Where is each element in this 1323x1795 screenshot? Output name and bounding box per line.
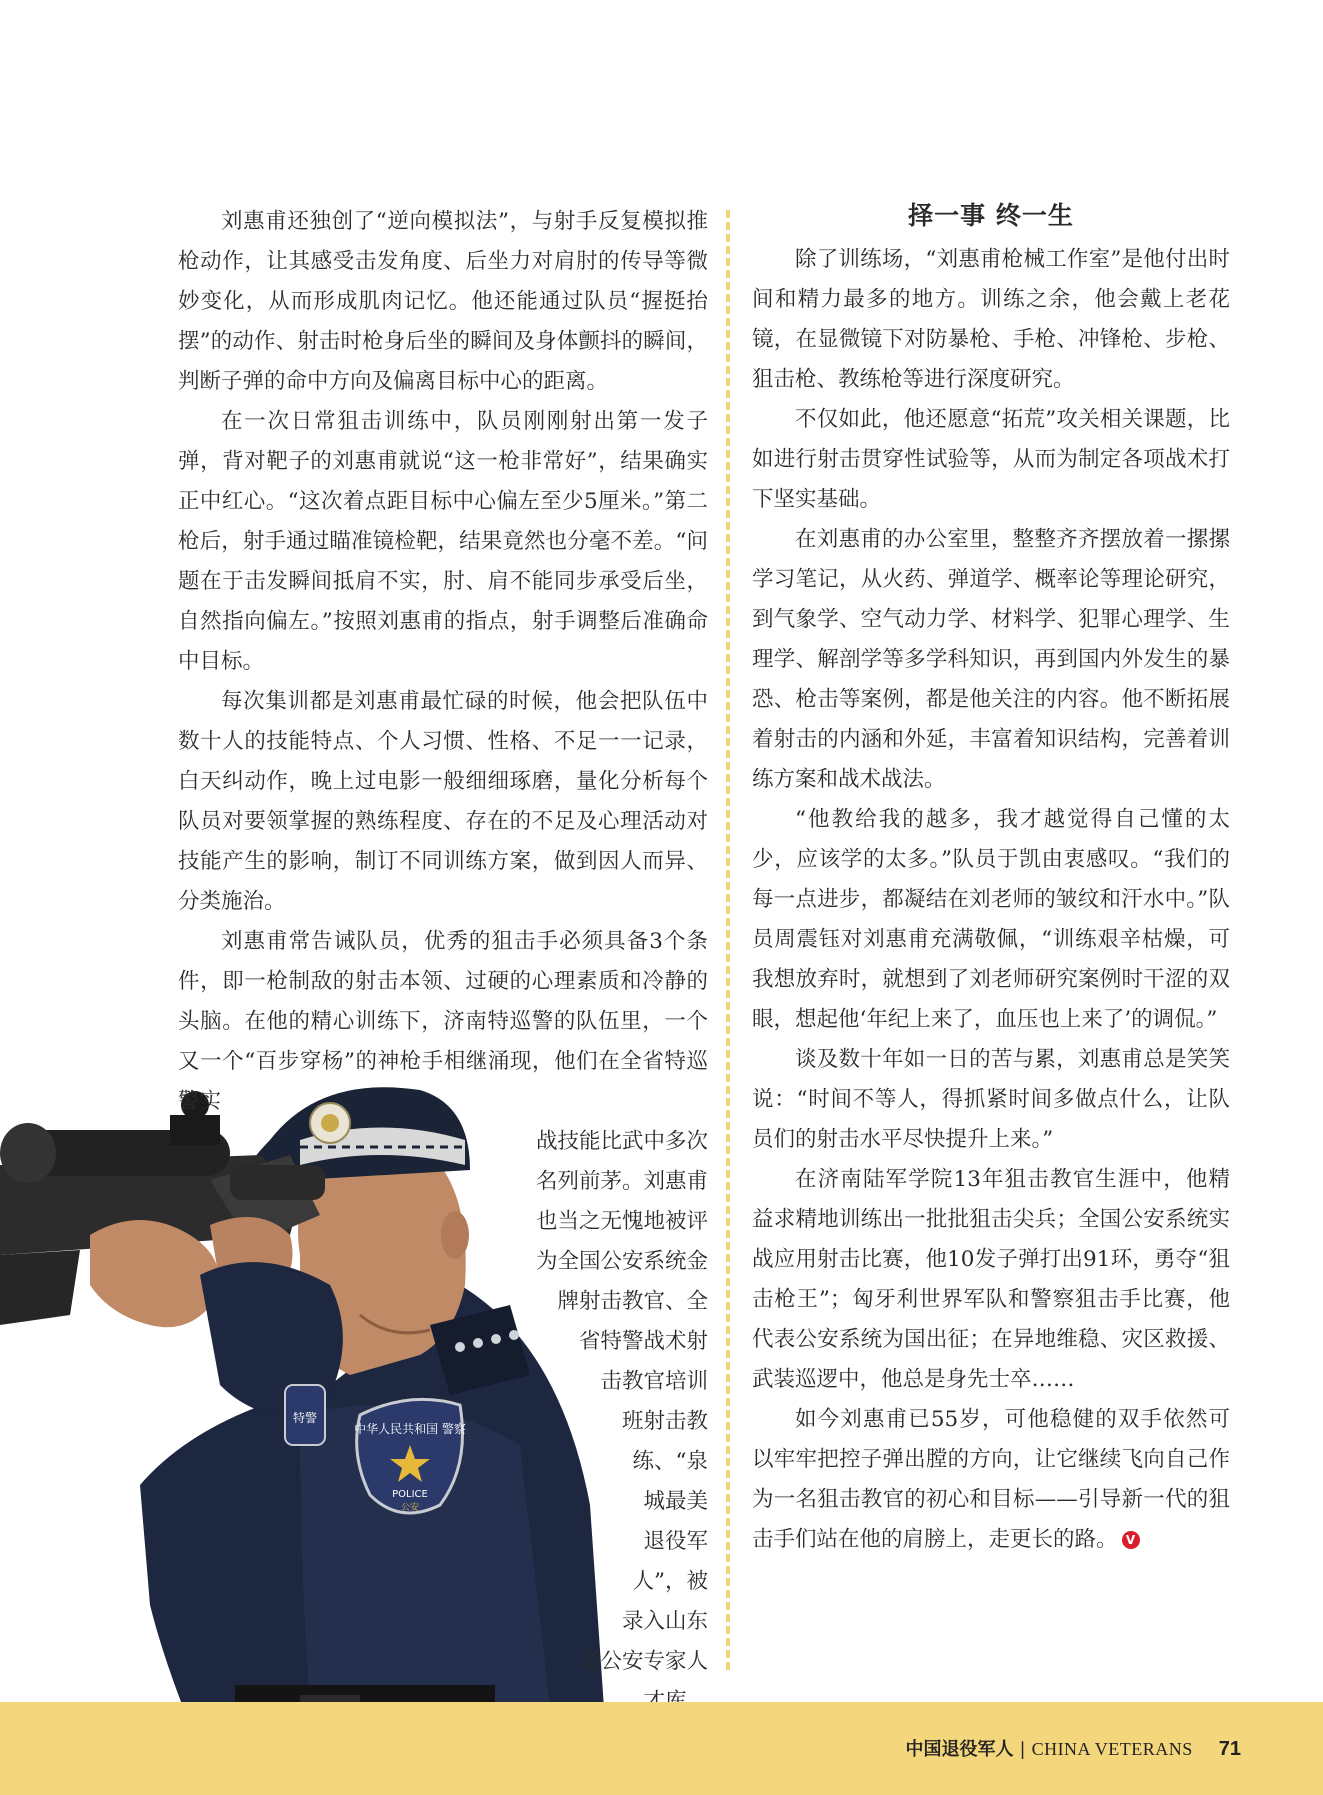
- left-column: [178, 202, 708, 1722]
- patch-title: 中华人民共和国 警察: [354, 1422, 466, 1436]
- page-number: 71: [1218, 1738, 1241, 1760]
- flow-line: 名列前茅。刘惠甫: [535, 1169, 708, 1194]
- column-divider: [726, 210, 730, 1670]
- final-paragraph-text: 如今刘惠甫已55岁，可他稳健的双手依然可以牢牢把控子弹出膛的方向，让它继续飞向自己作为一名狙击教官的初心和目标——引导新一代的狙击手们站在他的肩膀上，走更长的路。: [752, 1407, 1230, 1552]
- right-paragraph-2: 不仅如此，他还愿意“拓荒”攻关相关课题，比如进行射击贯穿性试验等，从而为制定各项战术打下坚实基础。: [752, 407, 1230, 512]
- left-paragraph-1: 刘惠甫还独创了“逆向模拟法”，与射手反复模拟推枪动作，让其感受击发角度、后坐力对肩肘的传导等微妙变化，从而形成肌肉记忆。他还能通过队员“握挺抬摆”的动作、射击时枪身后坐的瞬间及身体颤抖的瞬间，判断子弹的命中方向及偏离目标中心的距离。: [178, 209, 708, 394]
- section-title: 择一事 终一生: [908, 201, 1074, 230]
- flow-line: 练、“泉: [632, 1449, 708, 1474]
- patch-police: POLICE: [392, 1489, 428, 1500]
- footer: [905, 1735, 1241, 1761]
- flow-line: 省公安专家人: [578, 1649, 708, 1674]
- flow-line: 为全国公安系统金: [535, 1249, 708, 1274]
- right-column: [752, 198, 1230, 1560]
- flow-line: 城最美: [643, 1489, 708, 1514]
- right-paragraph-5: 谈及数十年如一日的苦与累，刘惠甫总是笑笑说：“时间不等人，得抓紧时间多做点什么，让队员们的射击水平尽快提升上来。”: [752, 1047, 1230, 1152]
- flow-line: 人”，被: [632, 1569, 708, 1594]
- left-paragraph-3: 每次集训都是刘惠甫最忙碌的时候，他会把队伍中数十人的技能特点、个人习惯、性格、不足一一记录，白天纠动作，晚上过电影一般细细琢磨，量化分析每个队员对要领掌握的熟练程度、存在的不足及心理活动对技能产生的影响，制订不同训练方案，做到因人而异、分类施治。: [178, 689, 708, 914]
- right-paragraph-3: 在刘惠甫的办公室里，整整齐齐摆放着一摞摞学习笔记，从火药、弹道学、概率论等理论研究，到气象学、空气动力学、材料学、犯罪心理学、生理学、解剖学等多学科知识，再到国内外发生的暴恐、枪击等案例，都是他关注的内容。他不断拓展着射击的内涵和外延，丰富着知识结构，完善着训练方案和战术战法。: [752, 527, 1230, 792]
- right-paragraph-6: 在济南陆军学院13年狙击教官生涯中，他精益求精地训练出一批批狙击尖兵；全国公安系统实战应用射击比赛，他10发子弹打出91环，勇夺“狙击枪王”；匈牙利世界军队和警察狙击手比赛，他代表公安系统为国出征；在异地维稳、灾区救援、武装巡逻中，他总是身先士卒……: [752, 1167, 1230, 1392]
- end-mark-icon: V: [1122, 1531, 1140, 1549]
- right-paragraph-1: 除了训练场，“刘惠甫枪械工作室”是他付出时间和精力最多的地方。训练之余，他会戴上老花镜，在显微镜下对防暴枪、手枪、冲锋枪、步枪、狙击枪、教练枪等进行深度研究。: [752, 247, 1230, 392]
- flow-line: 班射击教: [621, 1409, 708, 1434]
- footer-separator: |: [1019, 1739, 1026, 1760]
- shoulder-patch: 特警: [292, 1411, 318, 1425]
- flow-line: 击教官培训: [600, 1369, 708, 1394]
- flow-line: 战技能比武中多次: [535, 1129, 708, 1154]
- flow-line: 省特警战术射: [578, 1329, 708, 1354]
- flow-line: 录入山东: [621, 1609, 708, 1634]
- right-paragraph-4: “他教给我的越多，我才越觉得自己懂的太少，应该学的太多。”队员于凯由衷感叹。“我们的每一点进步，都凝结在刘老师的皱纹和汗水中。”队员周震钰对刘惠甫充满敬佩，“训练艰辛枯燥，可我想放弃时，就想到了刘老师研究案例时干涩的双眼，想起他‘年纪上来了，血压也上来了’的调侃。”: [752, 807, 1230, 1032]
- magazine-name-cn: 中国退役军人: [905, 1739, 1014, 1760]
- right-paragraph-7: [752, 1400, 1230, 1560]
- magazine-name-en: CHINA VETERANS: [1031, 1739, 1193, 1759]
- photo-wrap-text: [178, 1122, 708, 1722]
- flow-line: 也当之无愧地被评: [535, 1209, 708, 1234]
- patch-small: 公安: [400, 1503, 420, 1513]
- flow-line: 牌射击教官、全: [557, 1289, 708, 1314]
- left-paragraph-4: 刘惠甫常告诫队员，优秀的狙击手必须具备3个条件，即一枪制敌的射击本领、过硬的心理素质和冷静的头脑。在他的精心训练下，济南特巡警的队伍里，一个又一个“百步穿杨”的神枪手相继涌现，他们在全省特巡警实: [178, 929, 708, 1114]
- flow-line: 退役军: [643, 1529, 708, 1554]
- left-paragraph-2: 在一次日常狙击训练中，队员刚刚射出第一发子弹，背对靶子的刘惠甫就说“这一枪非常好”，结果确实正中红心。“这次着点距目标中心偏左至少5厘米。”第二枪后，射手通过瞄准镜检靶，结果竟然也分毫不差。“问题在于击发瞬间抵肩不实，肘、肩不能同步承受后坐，自然指向偏左。”按照刘惠甫的指点，射手调整后准确命中目标。: [178, 409, 708, 674]
